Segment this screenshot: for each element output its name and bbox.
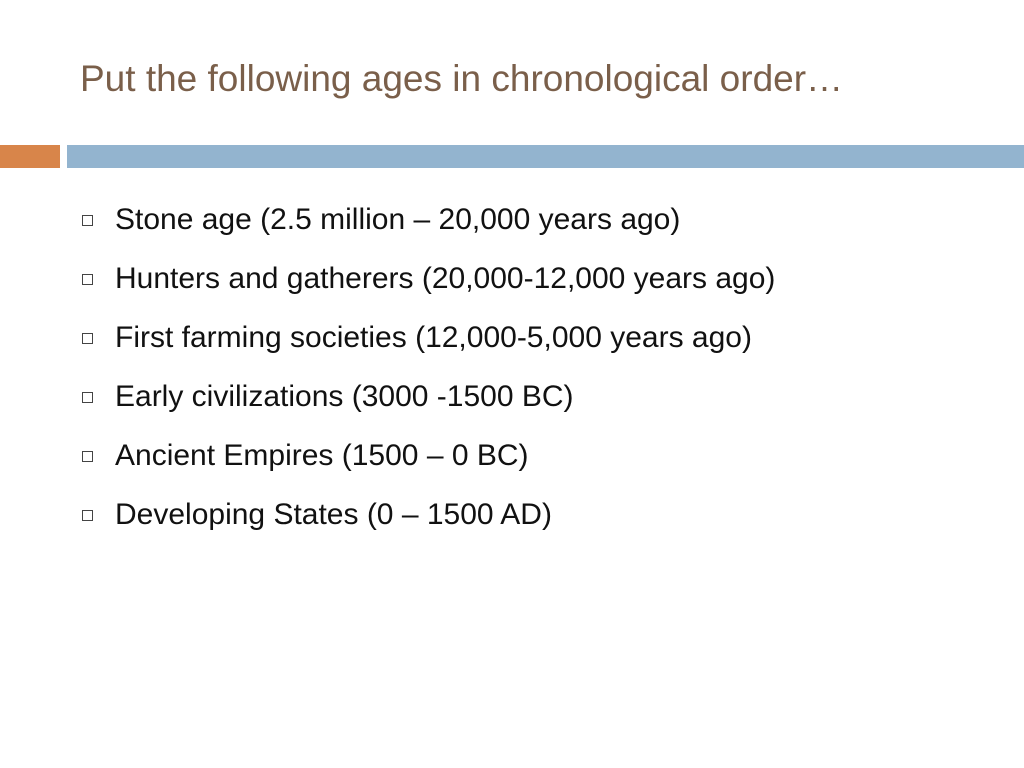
- hollow-square-icon: [82, 333, 93, 344]
- bullet-text: Hunters and gatherers (20,000-12,000 years ago): [115, 261, 776, 295]
- bullet-text: Stone age (2.5 million – 20,000 years ago): [115, 202, 681, 236]
- hollow-square-icon: [82, 392, 93, 403]
- accent-band-blue: [67, 145, 1024, 168]
- list-item: [82, 485, 775, 544]
- bullet-text: First farming societies (12,000-5,000 years ago): [115, 320, 752, 354]
- hollow-square-icon: [82, 451, 93, 462]
- list-item: [82, 426, 775, 485]
- bullet-text: Ancient Empires (1500 – 0 BC): [115, 438, 529, 472]
- bullet-text: Early civilizations (3000 -1500 BC): [115, 379, 574, 413]
- bullet-text: Developing States (0 – 1500 AD): [115, 497, 552, 531]
- list-item: [82, 367, 775, 426]
- list-item: [82, 190, 775, 249]
- hollow-square-icon: [82, 510, 93, 521]
- bullet-list: [82, 190, 775, 544]
- list-item: [82, 308, 775, 367]
- hollow-square-icon: [82, 215, 93, 226]
- hollow-square-icon: [82, 274, 93, 285]
- accent-band-orange: [0, 145, 60, 168]
- slide-title: Put the following ages in chronological order…: [80, 58, 844, 99]
- list-item: [82, 249, 775, 308]
